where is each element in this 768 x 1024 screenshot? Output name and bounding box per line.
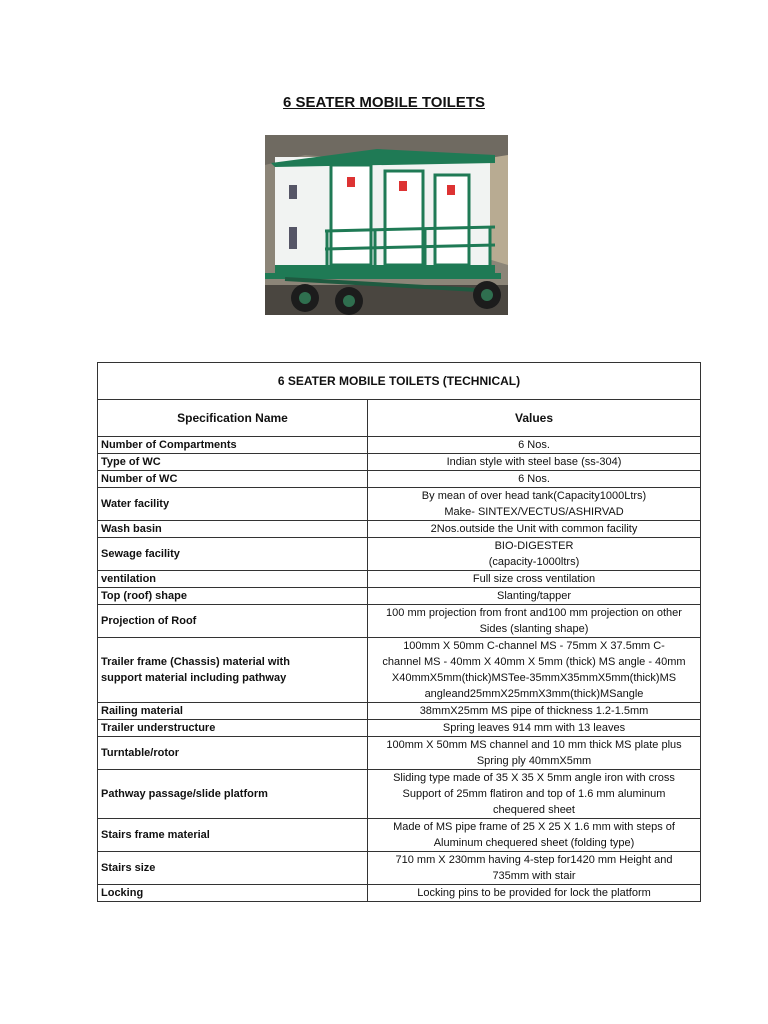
table-row	[98, 885, 701, 902]
spec-name-cell: Number of WC	[98, 471, 368, 488]
spec-name-cell: Trailer frame (Chassis) material with support material including pathway	[98, 638, 368, 703]
table-row	[98, 437, 701, 454]
table-row	[98, 852, 701, 885]
table-row	[98, 521, 701, 538]
document-title: 6 SEATER MOBILE TOILETS	[283, 94, 485, 111]
table-row	[98, 588, 701, 605]
spec-name-cell: Trailer understructure	[98, 720, 368, 737]
table-row	[98, 720, 701, 737]
table-row	[98, 471, 701, 488]
spec-value-cell: Full size cross ventilation	[368, 571, 701, 588]
spec-value-cell: Spring leaves 914 mm with 13 leaves	[368, 720, 701, 737]
spec-value-cell: Locking pins to be provided for lock the platform	[368, 885, 701, 902]
spec-value-cell: 100mm X 50mm MS channel and 10 mm thick MS plate plus Spring ply 40mmX5mm	[368, 737, 701, 770]
spec-value-cell: BIO-DIGESTER (capacity-1000ltrs)	[368, 538, 701, 571]
spec-value-cell: 100mm X 50mm C-channel MS - 75mm X 37.5mm C- channel MS - 40mm X 40mm X 5mm (thick) MS angle - 40mm X40mmX5mm(thick)MSTee-35mmX35mmX5mm(thick)MS angleand25mmX25mmX3mm(thick)MSangle	[368, 638, 701, 703]
table-row	[98, 737, 701, 770]
spec-name-cell: Top (roof) shape	[98, 588, 368, 605]
spec-name-cell: Railing material	[98, 703, 368, 720]
spec-value-cell: 38mmX25mm MS pipe of thickness 1.2-1.5mm	[368, 703, 701, 720]
spec-value-cell: 6 Nos.	[368, 471, 701, 488]
table-row	[98, 488, 701, 521]
spec-value-cell: 2Nos.outside the Unit with common facility	[368, 521, 701, 538]
table-row	[98, 538, 701, 571]
spec-name-cell: Locking	[98, 885, 368, 902]
mobile-toilet-photo	[265, 135, 508, 315]
spec-value-cell: 100 mm projection from front and100 mm projection on other Sides (slanting shape)	[368, 605, 701, 638]
spec-value-cell: Sliding type made of 35 X 35 X 5mm angle iron with cross Support of 25mm flatiron and top of 1.6 mm aluminum chequered sheet	[368, 770, 701, 819]
spec-name-cell: Type of WC	[98, 454, 368, 471]
spec-name-cell: ventilation	[98, 571, 368, 588]
table-row	[98, 703, 701, 720]
spec-value-cell: 6 Nos.	[368, 437, 701, 454]
table-row	[98, 770, 701, 819]
table-row	[98, 638, 701, 703]
spec-value-cell: 710 mm X 230mm having 4-step for1420 mm Height and 735mm with stair	[368, 852, 701, 885]
spec-name-cell: Projection of Roof	[98, 605, 368, 638]
column-header-values: Values	[368, 400, 701, 437]
spec-name-cell: Stairs size	[98, 852, 368, 885]
spec-name-cell: Stairs frame material	[98, 819, 368, 852]
spec-name-cell: Sewage facility	[98, 538, 368, 571]
technical-spec-table	[97, 362, 701, 902]
table-heading: 6 SEATER MOBILE TOILETS (TECHNICAL)	[98, 363, 701, 400]
spec-value-cell: Indian style with steel base (ss-304)	[368, 454, 701, 471]
spec-name-cell: Water facility	[98, 488, 368, 521]
table-row	[98, 605, 701, 638]
table-row	[98, 819, 701, 852]
spec-value-cell: By mean of over head tank(Capacity1000Ltrs) Make- SINTEX/VECTUS/ASHIRVAD	[368, 488, 701, 521]
spec-name-cell: Turntable/rotor	[98, 737, 368, 770]
table-row	[98, 454, 701, 471]
spec-name-cell: Wash basin	[98, 521, 368, 538]
spec-value-cell: Made of MS pipe frame of 25 X 25 X 1.6 mm with steps of Aluminum chequered sheet (folding type)	[368, 819, 701, 852]
column-header-specification: Specification Name	[98, 400, 368, 437]
spec-table-body	[98, 437, 701, 902]
table-row	[98, 571, 701, 588]
spec-value-cell: Slanting/tapper	[368, 588, 701, 605]
spec-name-cell: Number of Compartments	[98, 437, 368, 454]
spec-name-cell: Pathway passage/slide platform	[98, 770, 368, 819]
